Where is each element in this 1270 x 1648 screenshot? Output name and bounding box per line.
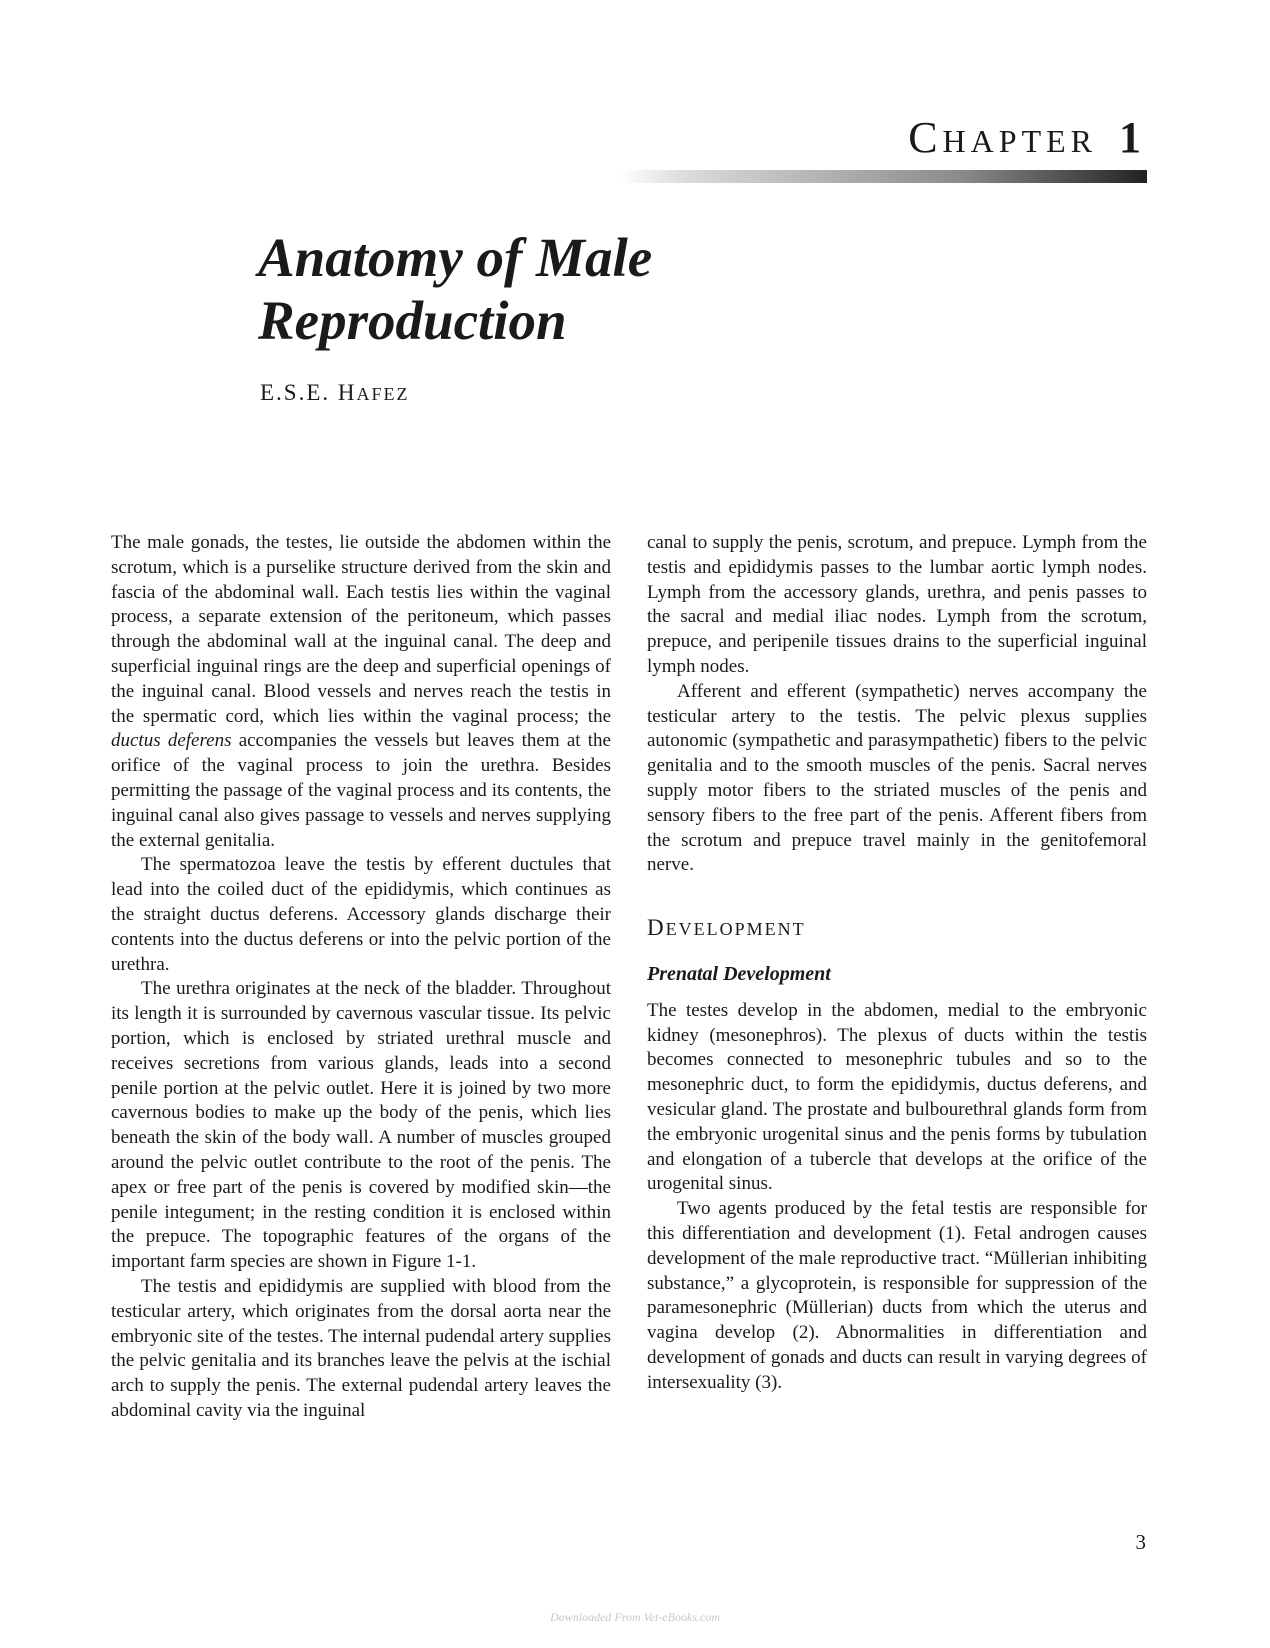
- paragraph-italic-term: ductus deferens: [111, 730, 232, 752]
- paragraph: The spermatozoa leave the testis by efferent ductules that lead into the coiled duct of the epididymis, which continues as the straight ductus deferens. Accessory glands discharge their contents into the ductus deferens or into the pelvic portion of the urethra.: [111, 854, 611, 975]
- chapter-label: [908, 112, 1146, 163]
- watermark: Downloaded From Vet-eBooks.com: [550, 1610, 720, 1624]
- author-initials: E.S.E.: [260, 380, 331, 405]
- section-heading-rest: EVELOPMENT: [665, 919, 806, 940]
- paragraph-text: The male gonads, the testes, lie outside the abdomen within the scrotum, which is a purselike structure derived from the skin and fascia of the abdominal wall. Each testis lies within the vaginal process, a separate extension of the peritoneum, which passes through the abdominal wall at the inguinal canal. The deep and superficial inguinal rings are the deep and superficial openings of the inguinal canal. Blood vessels and nerves reach the testis in the spermatic cord, which lies within the vaginal process; the: [111, 532, 611, 727]
- paragraph: The urethra originates at the neck of the bladder. Throughout its length it is surrounded by cavernous vascular tissue. Its pelvic portion, which is enclosed by striated urethral muscle and receives secretions from various glands, leads into a second penile portion at the pelvic outlet. Here it is joined by two more cavernous bodies to make up the body of the penis, which lies beneath the skin of the body wall. A number of muscles grouped around the pelvic outlet contribute to the root of the penis. The apex or free part of the penis is covered by modified skin—the penile integument; in the resting condition it is enclosed within the prepuce. The topographic features of the organs of the important farm species are shown in Figure 1-1.: [111, 978, 611, 1273]
- subsection-heading: Prenatal Development: [647, 962, 831, 985]
- paragraph: canal to supply the penis, scrotum, and prepuce. Lymph from the testis and epididymis passes to the lumbar aortic lymph nodes. Lymph from the accessory glands, urethra, and penis passes to the sacral and medial iliac nodes. Lymph from the scrotum, prepuce, and peripenile tissues drains to the superficial inguinal lymph nodes.: [647, 532, 1147, 677]
- author: [260, 380, 410, 406]
- paragraph: The testes develop in the abdomen, medial to the embryonic kidney (mesonephros). The plexus of ducts within the testis becomes connected to mesonephric tubules and so to the mesonephric duct, to form the epididymis, ductus deferens, and vesicular gland. The prostate and bulbourethral glands form from the embryonic urogenital sinus and the penis forms by tubulation and elongation of a tubercle that develops at the orifice of the urogenital sinus.: [647, 999, 1147, 1195]
- section-heading: [647, 916, 1147, 942]
- chapter-label-rest: HAPTER: [942, 123, 1097, 159]
- chapter-title: [258, 226, 958, 352]
- chapter-title-line2: Reproduction: [258, 290, 567, 351]
- section-heading-initial: D: [647, 915, 666, 941]
- page-number: 3: [1135, 1530, 1146, 1554]
- author-surname-rest: AFEZ: [356, 384, 410, 404]
- chapter-title-line1: Anatomy of Male: [258, 227, 653, 288]
- paragraph-text: accompanies the vessels but leaves them at the orifice of the vaginal process to join the urethra. Besides permitting the passage of the vaginal process and its contents, the inguinal canal also gives passage to vessels and nerves supplying the external genitalia.: [111, 730, 611, 851]
- paragraph: The testis and epididymis are supplied with blood from the testicular artery, which originates from the dorsal aorta near the embryonic site of the testes. The internal pudendal artery supplies the pelvic genitalia and its branches leave the pelvis at the ischial arch to supply the penis. The external pudendal artery leaves the abdominal cavity via the inguinal: [111, 1275, 611, 1421]
- author-surname-initial: H: [337, 380, 357, 405]
- chapter-label-initial: C: [908, 113, 943, 162]
- paragraph: [111, 531, 611, 853]
- chapter-rule: [620, 170, 1147, 183]
- right-column: [647, 531, 1147, 1396]
- paragraph: Afferent and efferent (sympathetic) nerves accompany the testicular artery to the testis. The pelvic plexus supplies autonomic (sympathetic and parasympathetic) fibers to the pelvic genitalia and to the smooth muscles of the penis. Sacral nerves supply motor fibers to the striated muscles of the penis and sensory fibers to the free part of the penis. Afferent fibers from the scrotum and prepuce travel mainly in the genitofemoral nerve.: [647, 680, 1147, 876]
- paragraph: Two agents produced by the fetal testis are responsible for this differentiation and development (1). Fetal androgen causes development of the male reproductive tract. “Müllerian inhibiting substance,” a glycoprotein, is responsible for suppression of the paramesonephric (Müllerian) ducts from which the uterus and vagina develop (2). Abnormalities in differentiation and development of gonads and ducts can result in varying degrees of intersexuality (3).: [647, 1198, 1147, 1393]
- left-column: [111, 531, 611, 1424]
- chapter-number: 1: [1119, 113, 1146, 162]
